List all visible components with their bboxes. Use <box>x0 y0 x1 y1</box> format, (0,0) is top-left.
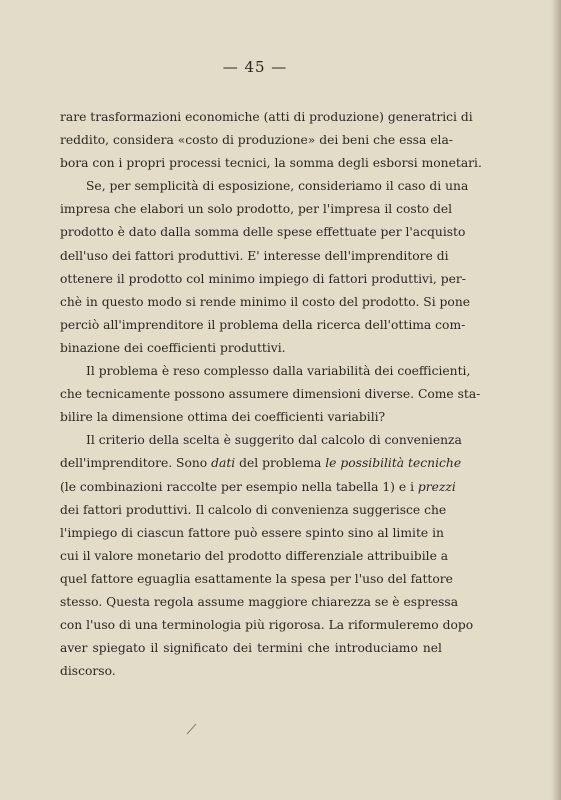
text-line: Il problema è reso complesso dalla variabilità dei coefficienti, <box>86 364 471 379</box>
text-line: stesso. Questa regola assume maggiore chiarezza se è espressa <box>60 594 459 609</box>
text-line: l'impiego di ciascun fattore può essere spinto sino al limite in <box>60 525 444 540</box>
text-line: dell'imprenditore. Sono dati del problema le possibilità tecniche <box>60 456 462 471</box>
italic-term: prezzi <box>417 479 456 494</box>
text-line: Il criterio della scelta è suggerito dal calcolo di convenienza <box>86 433 462 448</box>
italic-term: dati <box>211 456 236 471</box>
text-line: ottenere il prodotto col minimo impiego di fattori produttivi, per- <box>60 271 466 286</box>
text-line: prodotto è dato dalla somma delle spese effettuate per l'acquisto <box>60 225 466 240</box>
pencil-mark <box>186 721 198 735</box>
text-line: dell'uso dei fattori produttivi. E' interesse dell'imprenditore di <box>60 248 449 263</box>
text-line: cui il valore monetario del prodotto differenziale attribuibile a <box>60 548 449 563</box>
text-line: discorso. <box>60 664 116 679</box>
text-line: dei fattori produttivi. Il calcolo di convenienza suggerisce che <box>60 502 447 517</box>
text-line: che tecnicamente possono assumere dimensioni diverse. Come sta- <box>60 387 481 402</box>
text-line: con l'uso di una terminologia più rigorosa. La riformuleremo dopo <box>60 618 474 633</box>
italic-term: le possibilità tecniche <box>325 456 462 471</box>
text-line: (le combinazioni raccolte per esempio nella tabella 1) e i prezzi <box>60 479 456 494</box>
text-line: chè in questo modo si rende minimo il costo del prodotto. Si pone <box>60 294 471 309</box>
text-line: aver spiegato il significato dei termini che introduciamo nel <box>60 641 442 656</box>
text-line: bora con i propri processi tecnici, la somma degli esborsi monetari. <box>60 156 482 171</box>
text-line: bilire la dimensione ottima dei coefficienti variabili? <box>60 410 386 425</box>
text-line: Se, per semplicità di esposizione, consideriamo il caso di una <box>86 179 469 194</box>
text-line: rare trasformazioni economiche (atti di produzione) generatrici di <box>60 110 473 124</box>
text-line: perciò all'imprenditore il problema della ricerca dell'ottima com- <box>60 317 466 332</box>
body-text <box>60 106 482 683</box>
text-line: binazione dei coefficienti produttivi. <box>60 340 286 355</box>
text-line: quel fattore eguaglia esattamente la spesa per l'uso del fattore <box>60 571 453 586</box>
text-line: impresa che elabori un solo prodotto, per l'impresa il costo del <box>60 202 453 217</box>
text-line: reddito, considera «costo di produzione» dei beni che essa ela- <box>60 133 453 148</box>
page-number: — 45 — <box>222 58 288 76</box>
